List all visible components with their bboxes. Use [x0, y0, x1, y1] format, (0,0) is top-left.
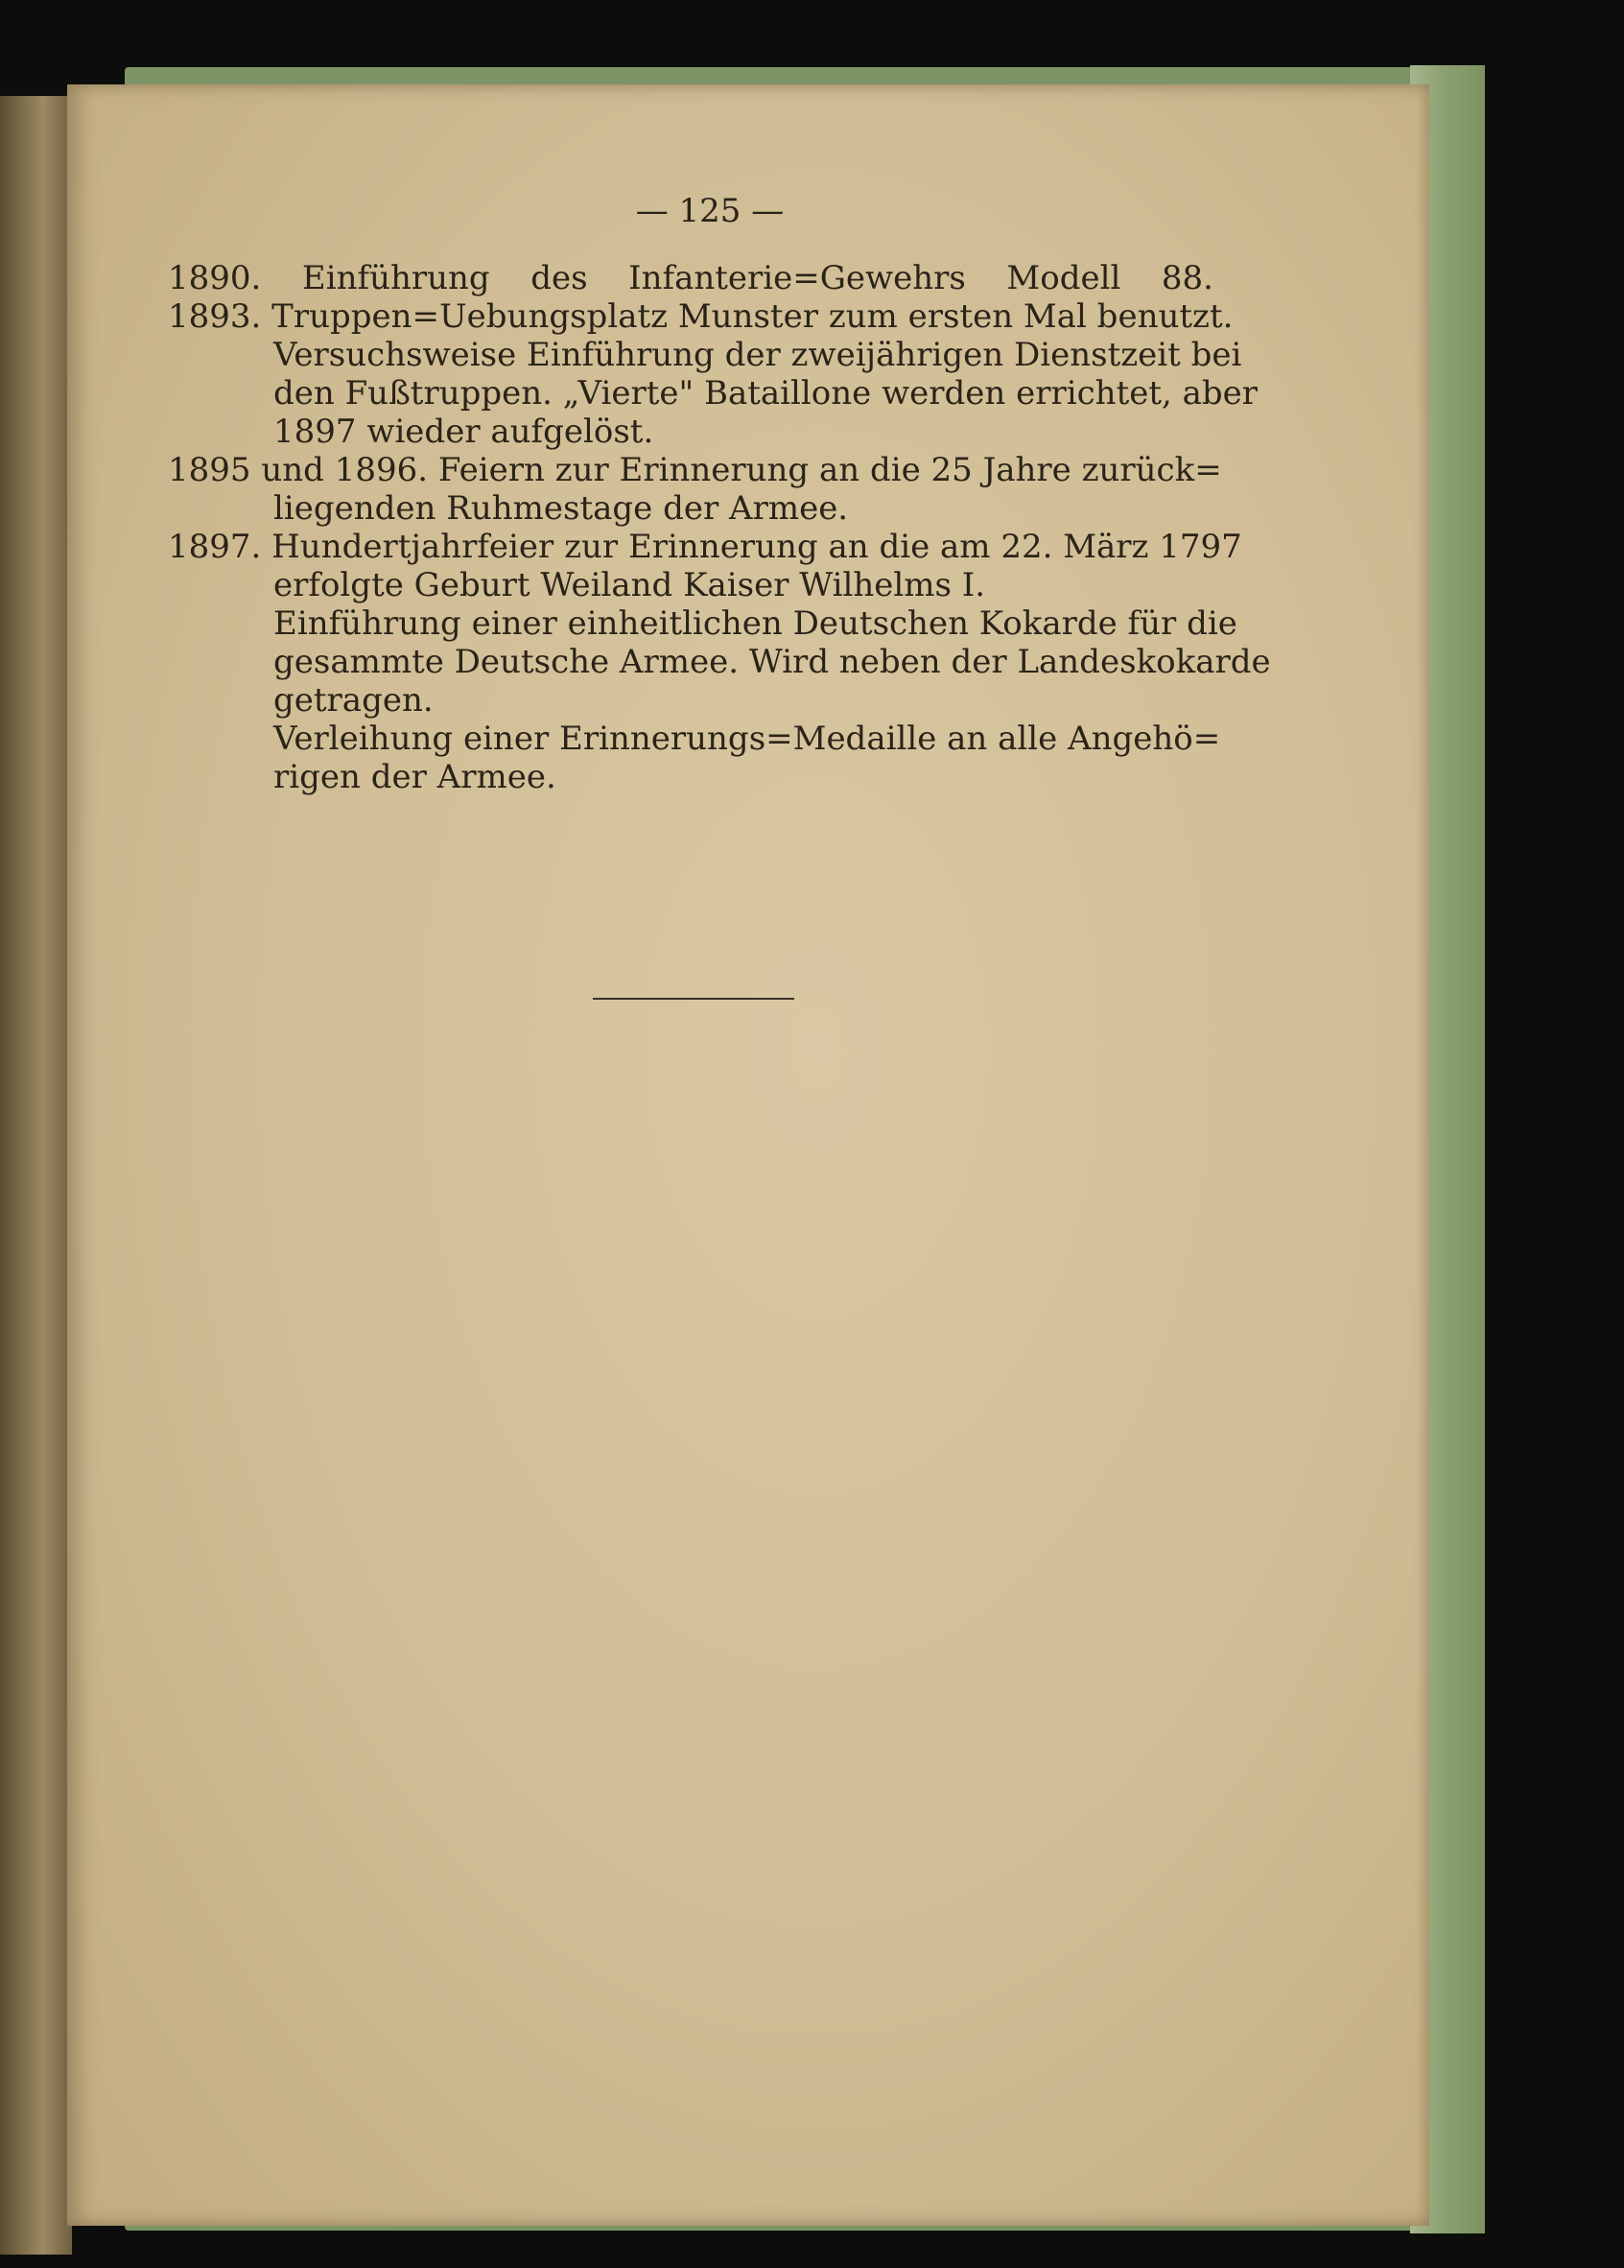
entry-1897-kokarde-line2: gesammte Deutsche Armee. Wird neben der Landeskokarde — [273, 643, 1271, 681]
previous-page-edge — [0, 96, 72, 2255]
entry-1893-trial-line2: den Fußtruppen. „Vierte" Bataillone werden errichtet, aber — [273, 374, 1259, 413]
end-rule — [593, 998, 794, 1000]
page-text — [168, 192, 1271, 796]
entry-1890: 1890. Einführung des Infanterie=Gewehrs Modell 88. — [168, 259, 1213, 297]
entry-1897-kokarde-line1: Einführung einer einheitlichen Deutschen Kokarde für die — [273, 604, 1237, 643]
entry-1893-trial-line3: 1897 wieder aufgelöst. — [273, 413, 654, 451]
entry-1897-kokarde-line3: getragen. — [273, 681, 434, 720]
entry-1895-line2: liegenden Ruhmestage der Armee. — [273, 489, 849, 528]
entry-1893-trial-line1: Versuchsweise Einführung der zweijährigen Dienstzeit bei — [273, 336, 1242, 374]
entry-1893: 1893. Truppen=Uebungsplatz Munster zum ersten Mal benutzt. — [168, 297, 1234, 336]
entry-1897-medaille-line2: rigen der Armee. — [273, 758, 556, 796]
page-number: — 125 — — [635, 192, 785, 230]
entry-1897-line2: erfolgte Geburt Weiland Kaiser Wilhelms I. — [273, 566, 986, 604]
entry-1897-line1: 1897. Hundertjahrfeier zur Erinnerung an die am 22. März 1797 — [168, 528, 1242, 566]
entry-1895-line1: 1895 und 1896. Feiern zur Erinnerung an die 25 Jahre zurück= — [168, 451, 1222, 489]
entry-1897-medaille-line1: Verleihung einer Erinnerungs=Medaille an alle Angehö= — [273, 720, 1221, 758]
